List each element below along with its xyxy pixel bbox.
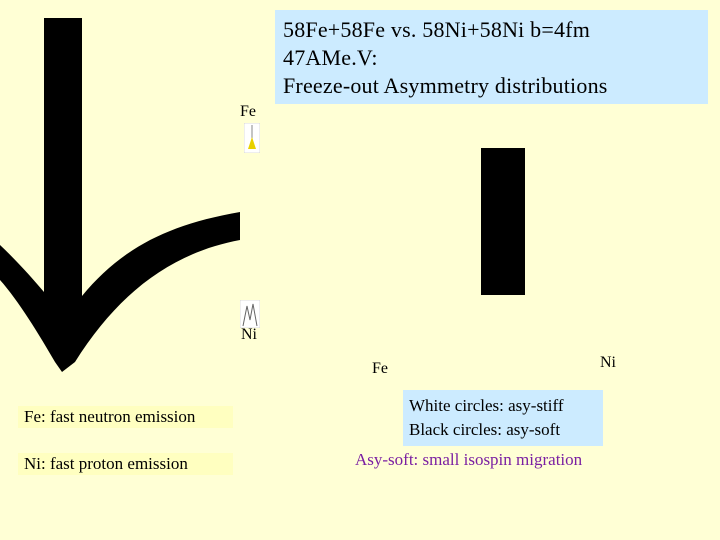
title-line-1: 58Fe+58Fe vs. 58Ni+58Ni b=4fm bbox=[283, 17, 591, 42]
title-line-3: Freeze-out Asymmetry distributions bbox=[283, 73, 608, 98]
fe-thumbnail-icon bbox=[244, 123, 260, 153]
isospin-note: Asy-soft: small isospin migration bbox=[355, 450, 583, 469]
legend-black: Black circles: asy-soft bbox=[409, 420, 561, 439]
title-box bbox=[275, 10, 708, 104]
ni-emission-text: Ni: fast proton emission bbox=[18, 453, 233, 475]
title-line-2: 47AMe.V: bbox=[283, 45, 378, 70]
fe-top-label: Fe bbox=[240, 103, 256, 120]
down-arrow-icon bbox=[0, 0, 245, 375]
fe-emission-text: Fe: fast neutron emission bbox=[18, 406, 233, 428]
legend-white: White circles: asy-stiff bbox=[409, 396, 564, 415]
ni-thumbnail-icon bbox=[240, 300, 260, 328]
fe-axis-label: Fe bbox=[372, 360, 388, 377]
legend-box bbox=[403, 390, 603, 446]
ni-axis-label: Ni bbox=[600, 354, 616, 371]
ni-bottom-label: Ni bbox=[241, 326, 257, 343]
vertical-bar-shape bbox=[481, 148, 525, 295]
